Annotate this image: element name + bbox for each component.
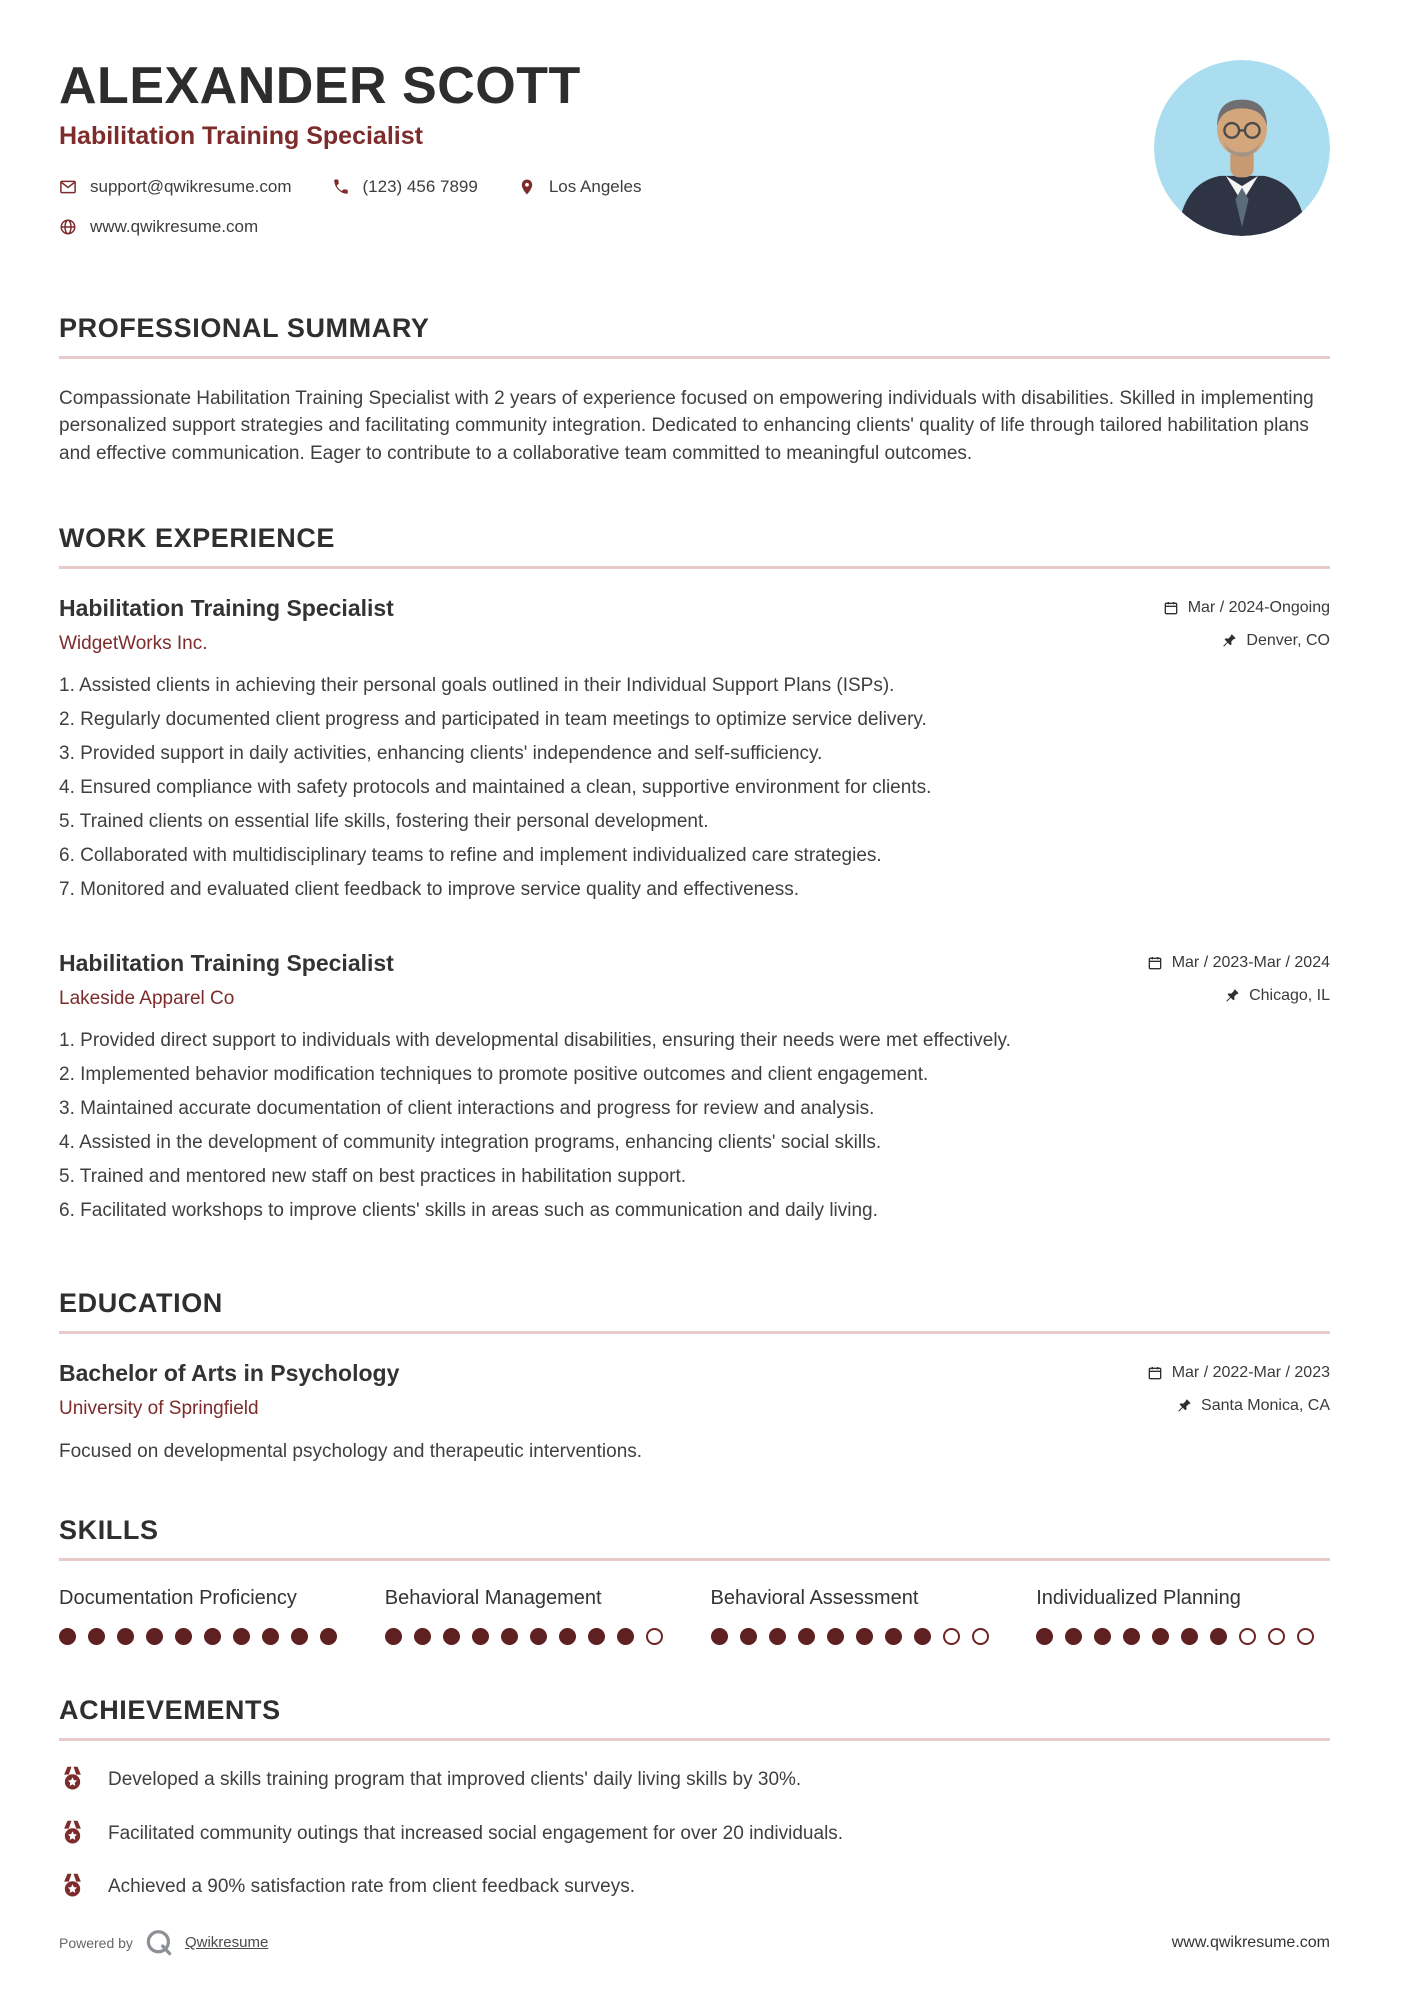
skill-dot-filled: [740, 1628, 757, 1645]
job-location: [1224, 987, 1330, 1005]
job-dates: [1147, 954, 1330, 972]
summary-heading: PROFESSIONAL SUMMARY: [59, 313, 430, 343]
skill-dot-filled: [711, 1628, 728, 1645]
skill-dot-filled: [1094, 1628, 1111, 1645]
job-dates-text: Mar / 2023-Mar / 2024: [1171, 953, 1330, 971]
job-dates: [1163, 599, 1330, 617]
skill-dot-empty: [646, 1628, 663, 1645]
skill-name: Documentation Proficiency: [59, 1587, 297, 1610]
qwikresume-logo-icon: [144, 1928, 174, 1958]
bullet-item: Provided support in daily activities, enhancing clients' independence and self-sufficiency.: [80, 743, 823, 765]
skill-dot-filled: [414, 1628, 431, 1645]
calendar-icon: [1147, 1365, 1163, 1381]
skill-rating: [711, 1628, 1005, 1645]
job-entry-1: [59, 595, 1330, 904]
achievement-text: Achieved a 90% satisfaction rate from client feedback surveys.: [108, 1876, 635, 1898]
pushpin-icon: [1224, 988, 1240, 1004]
skill-item-3: [711, 1587, 1005, 1645]
job-dates-text: Mar / 2024-Ongoing: [1187, 599, 1330, 617]
skill-dot-empty: [1268, 1628, 1285, 1645]
skill-dot-filled: [472, 1628, 489, 1645]
skill-dot-filled: [291, 1628, 308, 1645]
skill-dot-filled: [501, 1628, 518, 1645]
skill-name: Behavioral Management: [384, 1587, 602, 1610]
section-divider: [59, 1558, 1330, 1561]
person-title: Habilitation Training Specialist: [59, 122, 423, 150]
skill-dot-filled: [559, 1628, 576, 1645]
education-dates-text: Mar / 2022-Mar / 2023: [1171, 1363, 1330, 1381]
job-position: Habilitation Training Specialist: [59, 949, 394, 976]
footer: [59, 1928, 1330, 1958]
achievement-text: Facilitated community outings that increased social engagement for over 20 individuals.: [108, 1822, 844, 1844]
skill-name: Behavioral Assessment: [710, 1587, 919, 1610]
skill-dot-filled: [443, 1628, 460, 1645]
award-icon: [59, 1819, 86, 1846]
skill-rating: [1036, 1628, 1330, 1645]
skill-dot-filled: [617, 1628, 634, 1645]
calendar-icon: [1147, 955, 1163, 971]
education-degree: Bachelor of Arts in Psychology: [59, 1359, 400, 1386]
experience-heading: WORK EXPERIENCE: [59, 523, 336, 554]
achievement-item-3: [59, 1874, 1330, 1901]
skill-name: Individualized Planning: [1036, 1587, 1241, 1610]
skill-dot-filled: [885, 1628, 902, 1645]
contact-phone: [332, 177, 478, 197]
bullet-item: Ensured compliance with safety protocols and maintained a clean, supportive environment for clients.: [80, 776, 932, 798]
section-skills: [59, 1515, 1330, 1645]
footer-website: www.qwikresume.com: [1171, 1933, 1330, 1951]
job-title-row: [59, 950, 1330, 977]
website-text: www.qwikresume.com: [90, 217, 259, 236]
section-divider: [59, 1331, 1330, 1334]
location-marker-icon: [518, 178, 536, 196]
section-achievements: [59, 1695, 1330, 1928]
skill-dot-filled: [530, 1628, 547, 1645]
education-heading: EDUCATION: [59, 1287, 223, 1318]
skills-grid: [59, 1587, 1330, 1645]
skill-dot-filled: [233, 1628, 250, 1645]
skill-item-2: [385, 1587, 679, 1645]
footer-branding: [59, 1928, 268, 1958]
award-icon: [59, 1765, 86, 1792]
phone-text: (123) 456 7899: [362, 177, 478, 196]
section-divider: [59, 1738, 1330, 1741]
bullet-item: Trained and mentored new staff on best practices in habilitation support.: [79, 1165, 687, 1187]
education-title-row: [59, 1360, 1330, 1387]
skill-dot-empty: [972, 1628, 989, 1645]
job-entry-2: [59, 950, 1330, 1225]
pushpin-icon: [1176, 1398, 1192, 1414]
bullet-item: Trained clients on essential life skills, fostering their personal development.: [79, 810, 709, 832]
job-company: Lakeside Apparel Co: [59, 987, 235, 1009]
job-company: WidgetWorks Inc.: [59, 633, 208, 655]
achievement-item-2: [59, 1821, 1330, 1848]
email-icon: [59, 178, 77, 196]
section-professional-summary: [59, 313, 1330, 467]
bullet-item: Regularly documented client progress and participated in team meetings to optimize service delivery.: [80, 709, 927, 731]
job-location: [1221, 632, 1330, 650]
contact-row-1: [59, 177, 641, 197]
achievement-text: Developed a skills training program that improved clients' daily living skills by 30%.: [108, 1769, 802, 1791]
skill-dot-filled: [1181, 1628, 1198, 1645]
job-company-row: [59, 987, 1330, 1010]
section-work-experience: [59, 523, 1330, 1232]
job-bullet-list: [59, 1028, 1330, 1225]
skill-dot-filled: [1210, 1628, 1227, 1645]
section-education: [59, 1288, 1330, 1465]
person-name: ALEXANDER SCOTT: [59, 57, 581, 115]
education-entry: [59, 1360, 1330, 1465]
skill-item-4: [1036, 1587, 1330, 1645]
skill-dot-filled: [204, 1628, 221, 1645]
phone-icon: [332, 178, 350, 196]
bullet-item: Monitored and evaluated client feedback to improve service quality and effectiveness.: [80, 878, 800, 900]
pushpin-icon: [1221, 633, 1237, 649]
award-icon: [59, 1872, 86, 1899]
skill-rating: [59, 1628, 353, 1645]
achievements-heading: ACHIEVEMENTS: [59, 1695, 281, 1726]
skill-rating: [385, 1628, 679, 1645]
contact-location: [518, 177, 642, 197]
skill-dot-filled: [1123, 1628, 1140, 1645]
skill-dot-filled: [856, 1628, 873, 1645]
bullet-item: Maintained accurate documentation of client interactions and progress for review and analysis.: [80, 1097, 875, 1119]
contact-website: [59, 217, 258, 237]
skill-dot-filled: [175, 1628, 192, 1645]
bullet-item: Provided direct support to individuals with developmental disabilities, ensuring their needs were met effectively.: [80, 1029, 1011, 1051]
bullet-item: Implemented behavior modification techniques to promote positive outcomes and client engagement.: [80, 1063, 929, 1085]
skill-dot-empty: [943, 1628, 960, 1645]
skill-dot-empty: [1239, 1628, 1256, 1645]
skill-dot-filled: [798, 1628, 815, 1645]
job-location-text: Denver, CO: [1246, 632, 1330, 650]
skill-dot-filled: [827, 1628, 844, 1645]
skill-dot-filled: [117, 1628, 134, 1645]
skill-dot-filled: [59, 1628, 76, 1645]
contact-row-2: [59, 217, 641, 237]
education-school: University of Springfield: [59, 1397, 259, 1419]
summary-text: Compassionate Habilitation Training Specialist with 2 years of experience focused on empowering individuals with disabilities. Skilled in implementing personalized support strategies and facilitating community integration. Dedicated to enhancing clients' quality of life through tailored habilitation plans and effective communication. Eager to contribute to a collaborative team committed to meaningful outcomes.: [59, 388, 1314, 464]
calendar-icon: [1163, 600, 1179, 616]
powered-by-text: Powered by: [59, 1934, 133, 1951]
education-dates: [1147, 1364, 1330, 1382]
job-title-row: [59, 595, 1330, 622]
skill-dot-filled: [146, 1628, 163, 1645]
skill-dot-filled: [320, 1628, 337, 1645]
section-divider: [59, 356, 1330, 359]
education-description: Focused on developmental psychology and therapeutic interventions.: [59, 1440, 643, 1462]
achievements-list: [59, 1767, 1330, 1901]
skill-dot-filled: [88, 1628, 105, 1645]
bullet-item: Assisted in the development of community integration programs, enhancing clients' social skills.: [79, 1131, 882, 1153]
skill-dot-filled: [385, 1628, 402, 1645]
header-identity: [59, 46, 641, 257]
job-company-row: [59, 632, 1330, 655]
achievement-item-1: [59, 1767, 1330, 1794]
skill-dot-filled: [1065, 1628, 1082, 1645]
job-bullet-list: [59, 673, 1330, 904]
skills-heading: SKILLS: [59, 1515, 159, 1546]
education-school-row: [59, 1397, 1330, 1420]
job-position: Habilitation Training Specialist: [59, 595, 394, 622]
bullet-item: Collaborated with multidisciplinary teams to refine and implement individualized care strategies.: [80, 844, 882, 866]
bullet-item: Assisted clients in achieving their personal goals outlined in their Individual Support Plans (ISPs).: [79, 675, 895, 697]
skill-dot-filled: [588, 1628, 605, 1645]
education-location: [1176, 1397, 1330, 1415]
email-text: support@qwikresume.com: [90, 177, 292, 196]
qwikresume-link[interactable]: Qwikresume: [184, 1934, 269, 1952]
location-text: Los Angeles: [548, 177, 642, 196]
skill-dot-filled: [914, 1628, 931, 1645]
bullet-item: Facilitated workshops to improve clients' skills in areas such as communication and daily living.: [80, 1199, 878, 1221]
avatar-illustration: [1154, 60, 1330, 236]
skill-dot-empty: [1297, 1628, 1314, 1645]
avatar: [1154, 60, 1330, 236]
contact-email: [59, 177, 292, 197]
skill-dot-filled: [262, 1628, 279, 1645]
globe-icon: [59, 218, 77, 236]
skill-dot-filled: [1036, 1628, 1053, 1645]
job-location-text: Chicago, IL: [1249, 986, 1330, 1004]
skill-dot-filled: [1152, 1628, 1169, 1645]
header: [59, 46, 1330, 257]
section-divider: [59, 566, 1330, 569]
education-location-text: Santa Monica, CA: [1201, 1396, 1330, 1414]
skill-item-1: [59, 1587, 353, 1645]
skill-dot-filled: [769, 1628, 786, 1645]
